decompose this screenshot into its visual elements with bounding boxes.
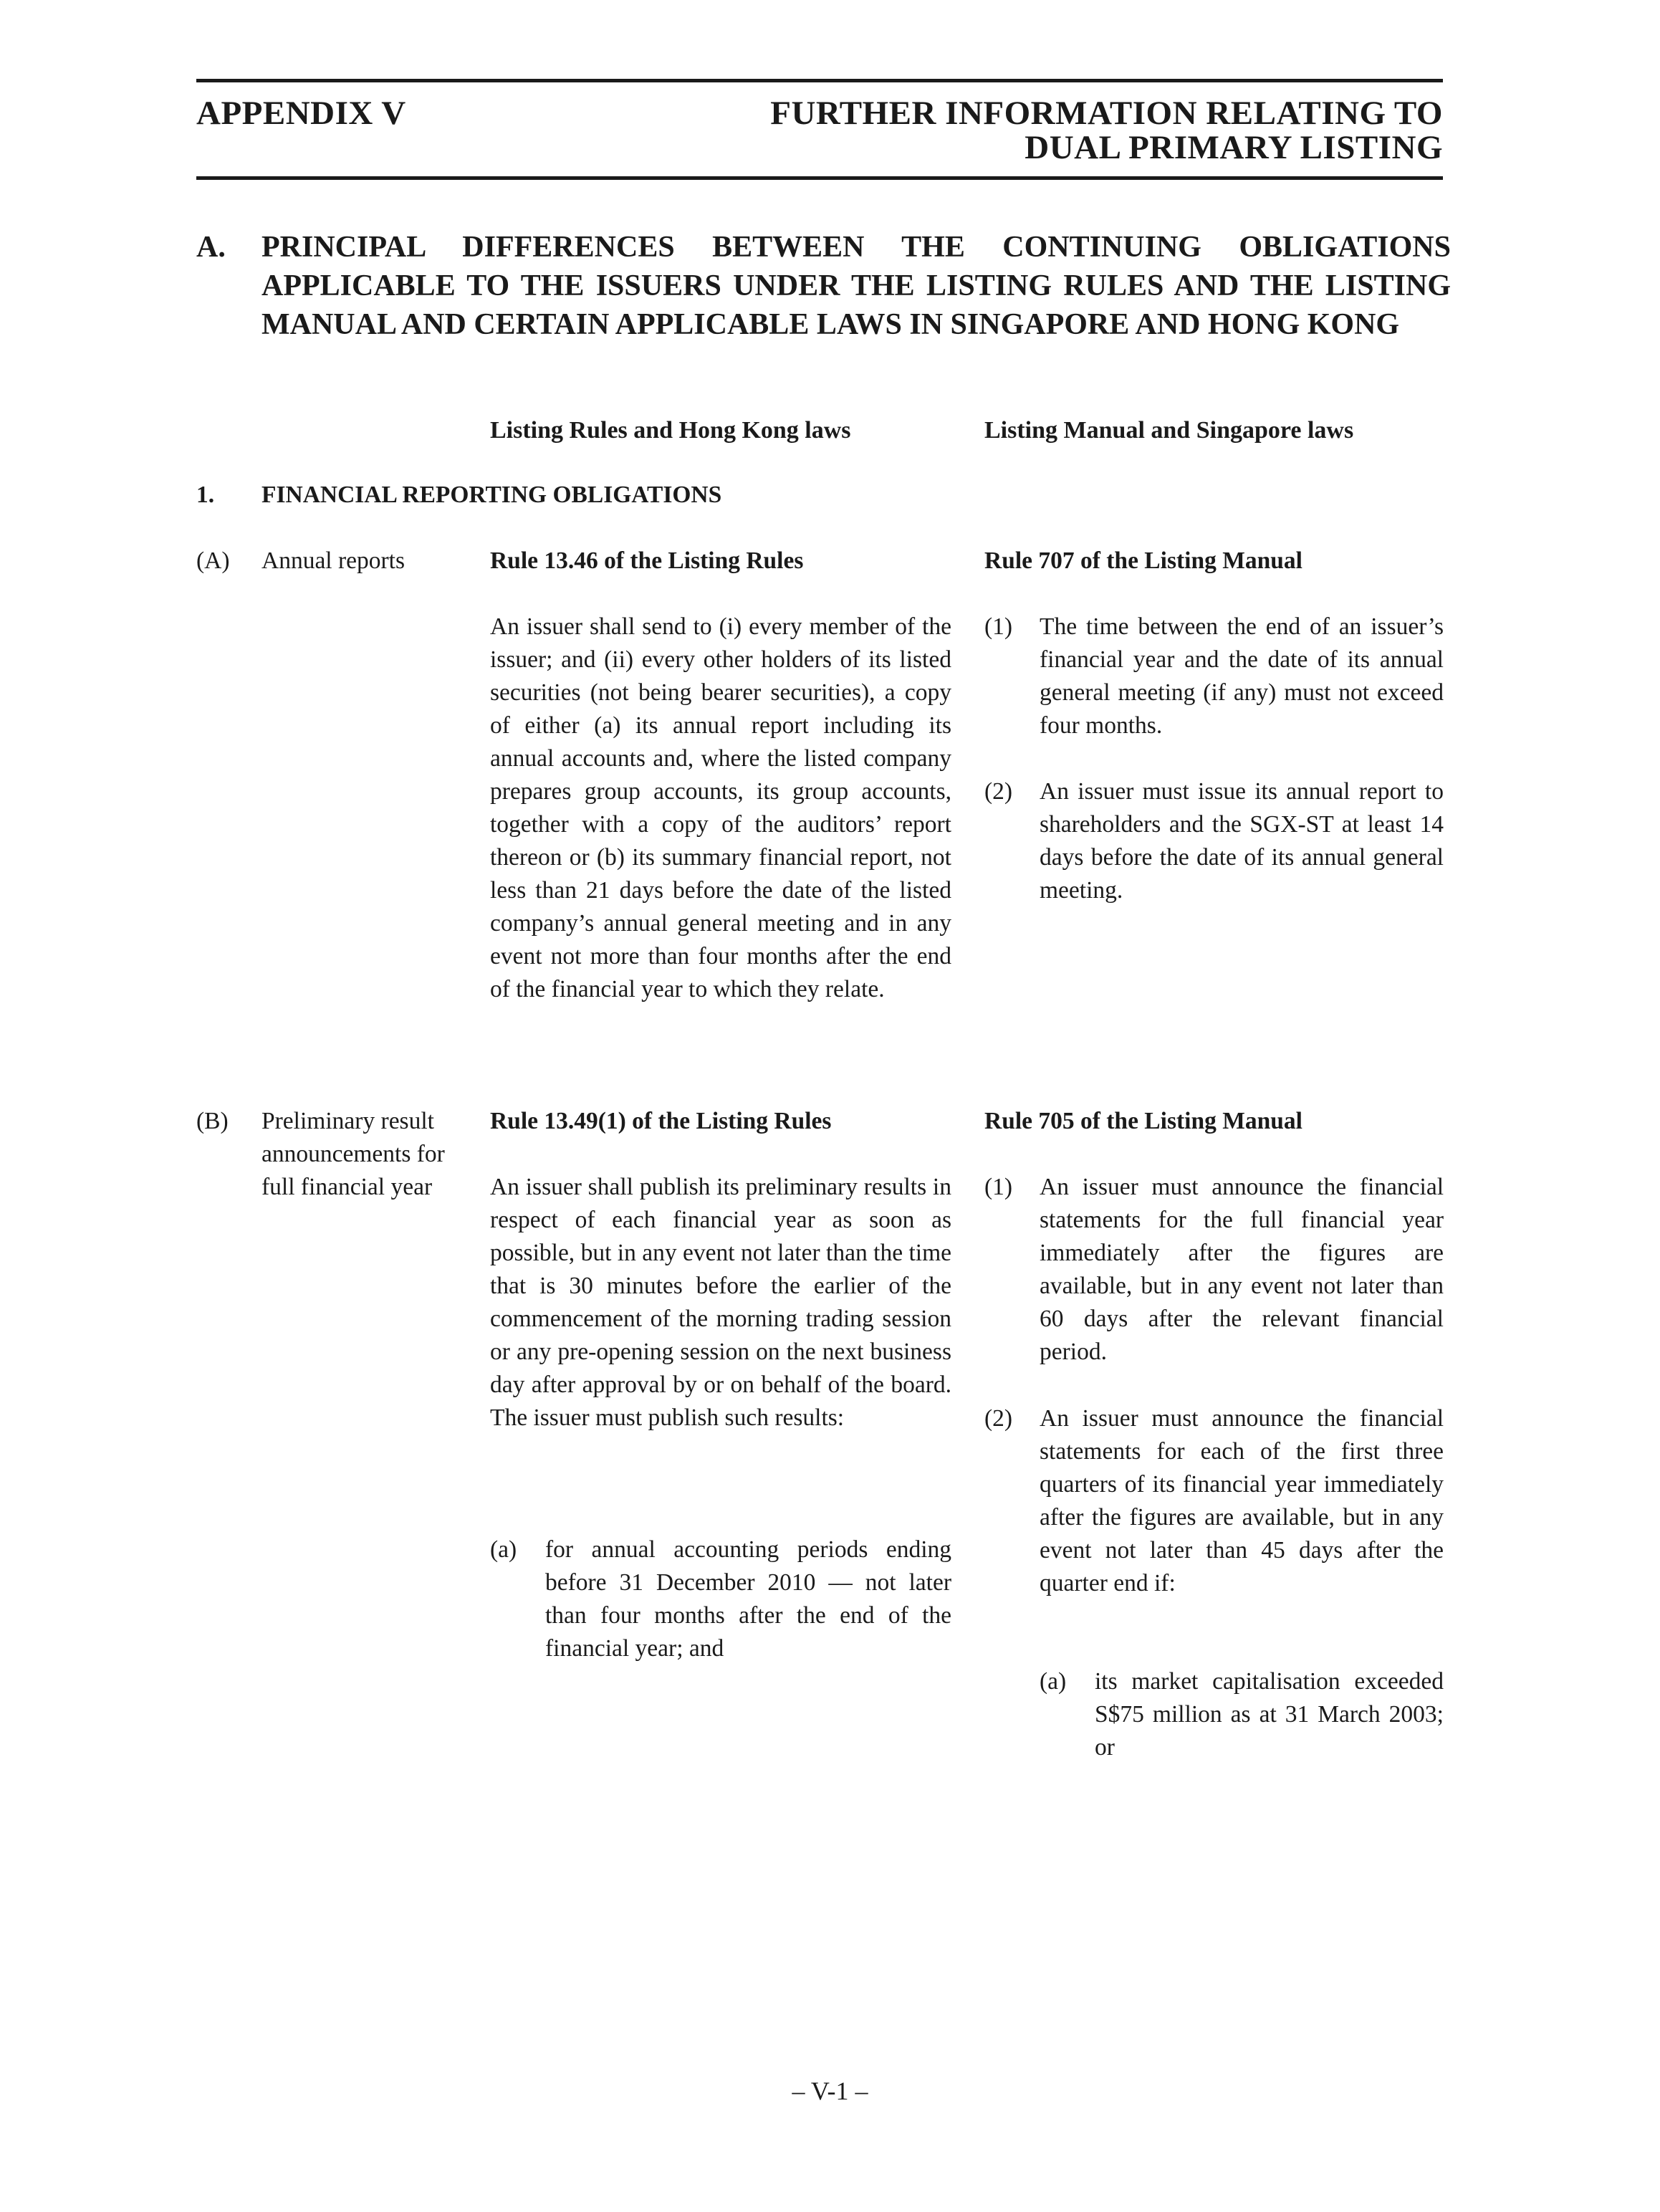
column-heading-hk: Listing Rules and Hong Kong laws: [490, 417, 851, 444]
appendix-title-line1: FURTHER INFORMATION RELATING TO: [770, 95, 1443, 132]
column-heading-sg: Listing Manual and Singapore laws: [984, 417, 1354, 444]
section-title: PRINCIPAL DIFFERENCES BETWEEN THE CONTINUING OBLIGATIONS APPLICABLE TO THE ISSUERS UNDER THE LISTING RULES AND THE LISTING MANUAL AND CERTAIN APPLICABLE LAWS IN SINGAPORE AND HONG KONG: [262, 231, 1451, 341]
item-b-sg-point-1-text: An issuer must announce the financial statements for the full financial year immediately after the figures are available, but in any event not later than 60 days after the relevant financial period.: [1040, 1174, 1444, 1365]
item-a-hk-text: An issuer shall send to (i) every member of the issuer; and (ii) every other holders of its listed securities (not being bearer securities), a copy of either (a) its annual report including its annual accounts and, where the listed company prepares group accounts, its group accounts, together with a copy of the auditors’ report thereon or (b) its summary financial report, not less than 21 days before the date of the listed company’s annual general meeting and in any event not more than four months after the end of the financial year to which they relate.: [490, 613, 951, 1002]
appendix-label: APPENDIX V: [196, 95, 406, 132]
item-b-sg-point-2-num: (2): [984, 1405, 1013, 1432]
item-b-hk-sub-num: (a): [490, 1536, 517, 1563]
page-number: – V-1 –: [792, 2077, 868, 2105]
item-a-hk-rule: Rule 13.46 of the Listing Rules: [490, 547, 804, 574]
subsection-title: FINANCIAL REPORTING OBLIGATIONS: [262, 482, 722, 508]
item-a-sg-rule: Rule 707 of the Listing Manual: [984, 547, 1302, 574]
item-b-sg-sub-text: its market capitalisation exceeded S$75 million as at 31 March 2003; or: [1095, 1668, 1444, 1761]
item-a-sg-point-1-num: (1): [984, 613, 1013, 640]
item-b-sg-point-2-text: An issuer must announce the financial statements for each of the first three quarters of its financial year immediately after the figures are available, but in any event not later than 45 days after the quarter end if:: [1040, 1405, 1444, 1596]
item-b-hk-sub-text: for annual accounting periods ending before 31 December 2010 — not later than four months after the end of the financial year; and: [545, 1536, 951, 1662]
item-a-sg-point-1-text: The time between the end of an issuer’s financial year and the date of its annual general meeting (if any) must not exceed four months.: [1040, 613, 1444, 739]
item-b-sg-rule: Rule 705 of the Listing Manual: [984, 1108, 1302, 1134]
item-b-sg-point-1-num: (1): [984, 1174, 1013, 1200]
item-a-sg-point-2-num: (2): [984, 778, 1013, 805]
item-a-label: Annual reports: [262, 547, 406, 574]
section-letter: A.: [196, 231, 226, 264]
appendix-title-line2: DUAL PRIMARY LISTING: [1025, 129, 1443, 166]
header-top-rule: [196, 79, 1443, 82]
appendix-title: [770, 96, 1443, 165]
item-b-marker: (B): [196, 1108, 229, 1134]
item-b-sg-sub-num: (a): [1040, 1668, 1067, 1695]
item-a-sg-point-2-text: An issuer must issue its annual report to shareholders and the SGX-ST at least 14 days before the date of its annual general meeting.: [1040, 778, 1444, 904]
item-b-hk-rule: Rule 13.49(1) of the Listing Rules: [490, 1108, 832, 1134]
item-b-label: Preliminary result announcements for full financial year: [262, 1108, 445, 1200]
item-b-hk-text: An issuer shall publish its preliminary results in respect of each financial year as soon as possible, but in any event not later than the time that is 30 minutes before the earlier of the commencement of the morning trading session or any pre-opening session on the next business day after approval by or on behalf of the board. The issuer must publish such results:: [490, 1174, 951, 1431]
item-a-marker: (A): [196, 547, 230, 574]
header-bottom-rule: [196, 176, 1443, 180]
subsection-number: 1.: [196, 482, 215, 508]
